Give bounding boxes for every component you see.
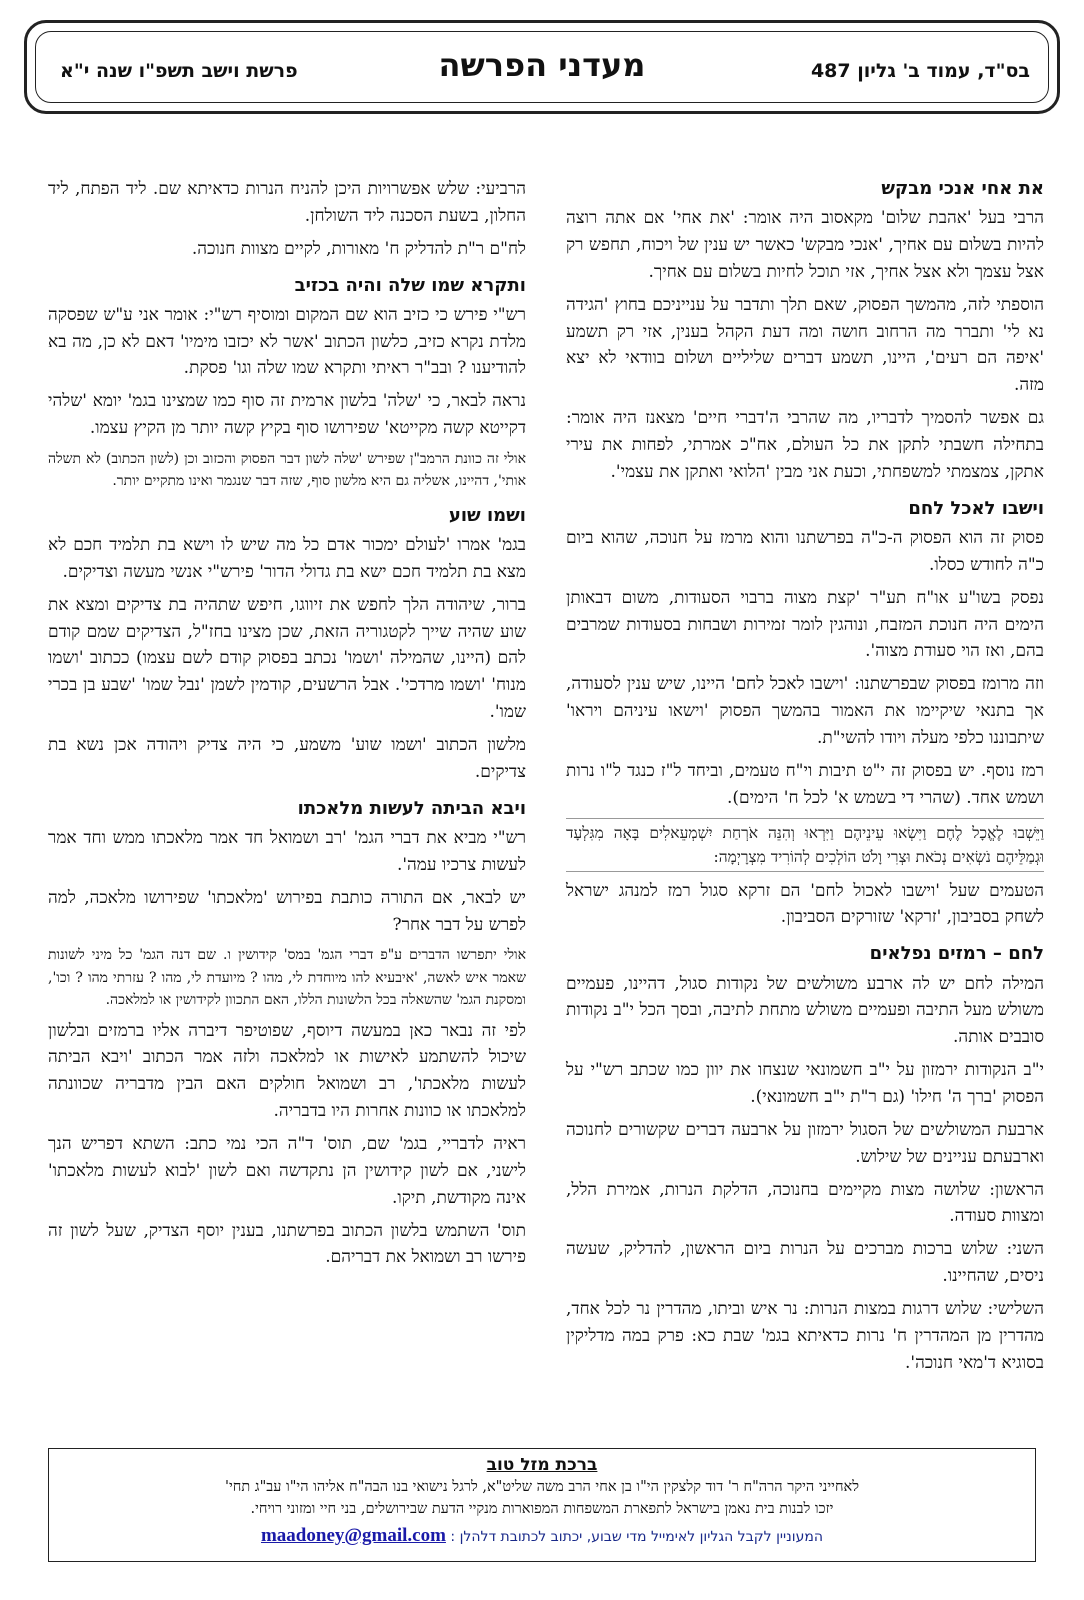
paragraph: מלשון הכתוב 'ושמו שוע' משמע, כי היה צדיק ויהודה אכן נשא בת צדיקים. (48, 735, 526, 782)
paragraph: תוס' השתמש בלשון הכתוב בפרשתנו, בענין יוסף הצדיק, שעל לשון זה פירשו רב ושמואל את דבריהם. (48, 1220, 526, 1268)
paragraph: יש לבאר, אם התורה כותבת בפירוש 'מלאכתו' שפירושו מלאכה, למה לפרש על דבר אחר? (48, 887, 526, 935)
paragraph: לפי זה נבאר כאן במעשה דיוסף, שפוטיפר דיברה אליו ברמזים ובלשון שיכול להשתמע לאישות או למלאכה ולזה אמר הכתוב 'ויבא הביתה לעשות מלאכתו', רב ושמואל חולקים האם הבין מדבריה שכוונתה למלאכתו או כוונות אחרות היו בדבריה. (48, 1020, 526, 1122)
section-heading: את אחי אנכי מבקש (881, 178, 1044, 199)
issue-info: בס"ד, עמוד ב' גליון 487 (810, 60, 1030, 82)
paragraph: רש"י מביא את דברי הגמ' 'רב ושמואל חד אמר מלאכתו ממש וחד אמר לעשות צרכיו עמה'. (48, 827, 526, 875)
section-et-achai (566, 176, 1044, 486)
paragraph: הרביעי: שלש אפשרויות היכן להניח הנרות כדאיתא שם. ליד הפתח, ליד החלון, בשעת הסכנה ליד השולחן. (48, 179, 526, 226)
paragraph: רש"י פירש כי כזיב הוא שם המקום ומוסיף רש"י: אומר אני ע"ש שפסקה מלדת נקרא כזיב, כלשון הכתוב 'אשר לא יכזבו מימיו' דאם לא כן, מה בא להודיענו ? ובב"ר ראיתי ותקרא שמו שלה וגו' פסקת. (48, 304, 526, 379)
small-note: אולי יתפרשו הדברים ע"פ דברי הגמ' במס' קידושין ו. שם דנה הגמ' כל מיני לשונות שאמר איש לאשה, 'איבעיא להו מיוחדת לי, מהו ? מיועדת לי, מהו ? עזרתי מהו ? וכו', ומסקנת הגמ' שהשאלה בכל הלשונות הללו, האם התכוון לקידושין או למלאכה. (48, 947, 526, 1009)
right-column (566, 176, 1044, 1387)
subscribe-text: המעוניין לקבל הגליון לאימייל מדי שבוע, יכתוב לכתובת דלהלן : (450, 1528, 823, 1545)
section-heading: וישבו לאכל לחם (908, 497, 1044, 519)
footer-title: ברכת מזל טוב (486, 1455, 598, 1475)
paragraph: ארבעת המשולשים של הסגול ירמזון על ארבעה דברים שקשורים לחנוכה וארבעתם עניינים של שילוש. (566, 1119, 1044, 1167)
section-shua (48, 503, 526, 786)
paragraph: השני: שלוש ברכות מברכים על הנרות ביום הראשון, להדליק, שעשה ניסים, שהחיינו. (566, 1239, 1044, 1287)
section-heading: לחם – רמזים נפלאים (869, 943, 1044, 965)
paragraph: הוספתי לזה, מהמשך הפסוק, שאם תלך ותדבר על ענייניכם בחוץ 'הגידה נא לי' ותברר מה הרחוב חושה ומה דעת הקהל בענין, אזי רק תשמע 'איפה הם רעים', היינו, תשמע דברים שליליים ושלום בוודאי לא יצא מזה. (566, 294, 1044, 396)
paragraph: הטעמים שעל 'וישבו לאכול לחם' הם זרקא סגול רמז למנהג ישראל לשחק בסביבון, 'זרקא' שזורקים הסביבון. (566, 880, 1044, 928)
paragraph: בגמ' אמרו 'לעולם ימכור אדם כל מה שיש לו וישא בת תלמיד חכם לא מצא בת תלמיד חכם ישא בת גדולי הדור' פירש"י אנשי מעשה וצדיקים. (48, 535, 526, 582)
section-kziv (48, 273, 526, 493)
paragraph: השלישי: שלוש דרגות במצות הנרות: נר איש וביתו, מהדרין נר לכל אחד, מהדרין מן המהדרין ח' נרות כדאיתא בגמ' שבת כא: פרק במה מדליקין בסוגיא ד'מאי חנוכה'. (566, 1298, 1044, 1373)
page-title: מעדני הפרשה (438, 46, 646, 84)
email-link[interactable]: maadoney@gmail.com (260, 1524, 446, 1546)
paragraph: וזה מרומז בפסוק שבפרשתנו: 'וישבו לאכל לחם' היינו, שיש ענין לסעודה, אך בתנאי שיקיימו את האמור בהמשך הפסוק 'וישאו עיניהם ויראו' שיתבוננו כלפי מעלה ויודו להשי"ת. (566, 674, 1044, 748)
paragraph: גם אפשר להסמיך לדבריו, מה שהרבי ה'דברי חיים' מצאנז היה אומר: בתחילה חשבתי לתקן את כל העולם, אח"כ אמרתי, לפחות את עירי אתקן, צמצמתי למשפחתי, וכעת אני מבין 'הלואי ואתקן את עצמי'. (566, 408, 1044, 482)
footer-line: יזכו לבנות בית נאמן בישראל לתפארת המשפחות המפוארות מנקיי הדעת שבירושלים, בני חיי ומזוני רויחי. (250, 1500, 834, 1517)
section-heading: ויבא הביתה לעשות מלאכתו (297, 797, 526, 819)
verse-quote: וַיֵּשְׁבוּ לֶאֱכָל לֶחֶם וַיִּשְׂאוּ עֵינֵיהֶם וַיִּרְאוּ וְהִנֵּה אֹרְחַת יִשְׁמְעֵאלִים בָּאָה מִגִּלְעָד וּגְמַלֵּיהֶם נֹשְׂאִים נְכֹאת וּצְרִי וָלֹט הוֹלְכִים לְהוֹרִיד מִצְרָיְמָה: (566, 818, 1044, 872)
paragraph: המילה לחם יש לה ארבע משולשים של נקודות סגול, דהיינו, פעמיים משולש מעל התיבה ופעמיים משולש מתחת לתיבה, ובסך הכל י"ב נקודות סובבים אותה. (566, 973, 1044, 1048)
paragraph: נראה לבאר, כי 'שלה' בלשון ארמית זה סוף כמו שמצינו בגמ' יומא 'שלהי דקייטא קשה מקייטא' שפירושו סוף בקיץ קשה יותר מן הקיץ עצמו. (48, 391, 526, 439)
paragraph: הרבי בעל 'אהבת שלום' מקאסוב היה אומר: 'את אחי' אם אתה רוצה להיות בשלום עם אחיך, 'אנכי מבקש' כאשר יש ענין של ויכוח, תחפש רק אצל עצמך ולא אצל אחיך, אזי תוכל לחיות בשלום עם אחיך. (566, 208, 1044, 282)
subscribe-line (49, 1525, 1035, 1547)
footer-line: לאחייני היקר הרה"ח ר' דוד קלצקין הי"ו בן אחי הרב משה שליט"א, לרגל נישואי בנו הבה"ח אליהו הי"ו עב"ג תחי' (224, 1479, 860, 1495)
paragraph: ברור, שיהודה הלך לחפש את זיווגו, חיפש שתהיה בת צדיקים ומצא את שוע שהיה שייך לקטגוריה הזאת, שכן מצינו בחז"ל, הצדיקים שמם קודם להם (היינו, שהמילה 'ושמו' נכתב בפסוק קודם לשם עצמו) ככתוב 'ושמו מנוח' 'ושמו מרדכי'. אבל הרשעים, קודמין לשמן 'נבל שמו' 'שבע בן בכרי שמו'. (48, 594, 526, 723)
paragraph: הראשון: שלושה מצות מקיימים בחנוכה, הדלקת הנרות, אמירת הלל, ומצוות סעודה. (566, 1179, 1044, 1227)
page-header (24, 20, 1060, 114)
section-vayeshvu (566, 496, 1044, 932)
congratulations-box (48, 1448, 1036, 1562)
section-lechem (566, 941, 1044, 1376)
header-frame (35, 31, 1049, 103)
paragraph: נפסק בשו"ע או"ח תע"ר 'קצת מצוה ברבוי הסעודות, משום דבאותן הימים היה חנוכת המזבח, ונוהגין לומר זמירות ושבחות בסעודות שמרבים בהם, ואז הוי סעודת מצוה'. (566, 587, 1044, 662)
section-heading: ושמו שוע (448, 504, 526, 526)
section-heading: ותקרא שמו שלה והיה בכזיב (294, 274, 526, 296)
section-melachto (48, 796, 526, 1272)
left-column (48, 176, 526, 1281)
section-continuation (48, 176, 526, 263)
paragraph: ראיה לדבריי, בגמ' שם, תוס' ד"ה הכי נמי כתב: השתא דפריש הנך לישני, אם לשון קידושין הן נתקדשה ואם לשון 'לבוא לעשות מלאכתו' אינה מקודשת, תיקו. (48, 1134, 526, 1208)
paragraph: לח"ם ר"ת להדליק ח' מאורות, לקיים מצוות חנוכה. (191, 238, 526, 259)
parasha-info: פרשת וישב תשפ"ו שנה י"א (60, 60, 298, 82)
paragraph: רמז נוסף. יש בפסוק זה י"ט תיבות וי"ח טעמים, וביחד ל"ז כנגד ל"ו נרות ושמש אחד. (שהרי די בשמש א' לכל ח' הימים). (566, 760, 1044, 808)
paragraph: י"ב הנקודות ירמזון על י"ב חשמונאי שנצחו את יוון כמו שכתב רש"י על הפסוק 'ברך ה' חילו' (גם ר"ת י"ב חשמונאי). (566, 1060, 1044, 1107)
paragraph: פסוק זה הוא הפסוק ה-כ"ה בפרשתנו והוא מרמז על חנוכה, שהוא ביום כ"ה לחודש כסלו. (566, 527, 1044, 575)
small-note: אולי זה כוונת הרמב"ן שפירש 'שלה לשון דבר הפסוק והכזוב וכן (לשון הכתוב) לא תשלה אותי', דהיינו, אשליה גם היא מלשון סוף, שזה דבר שנגמר ואינו מתקיים יותר. (48, 451, 526, 490)
